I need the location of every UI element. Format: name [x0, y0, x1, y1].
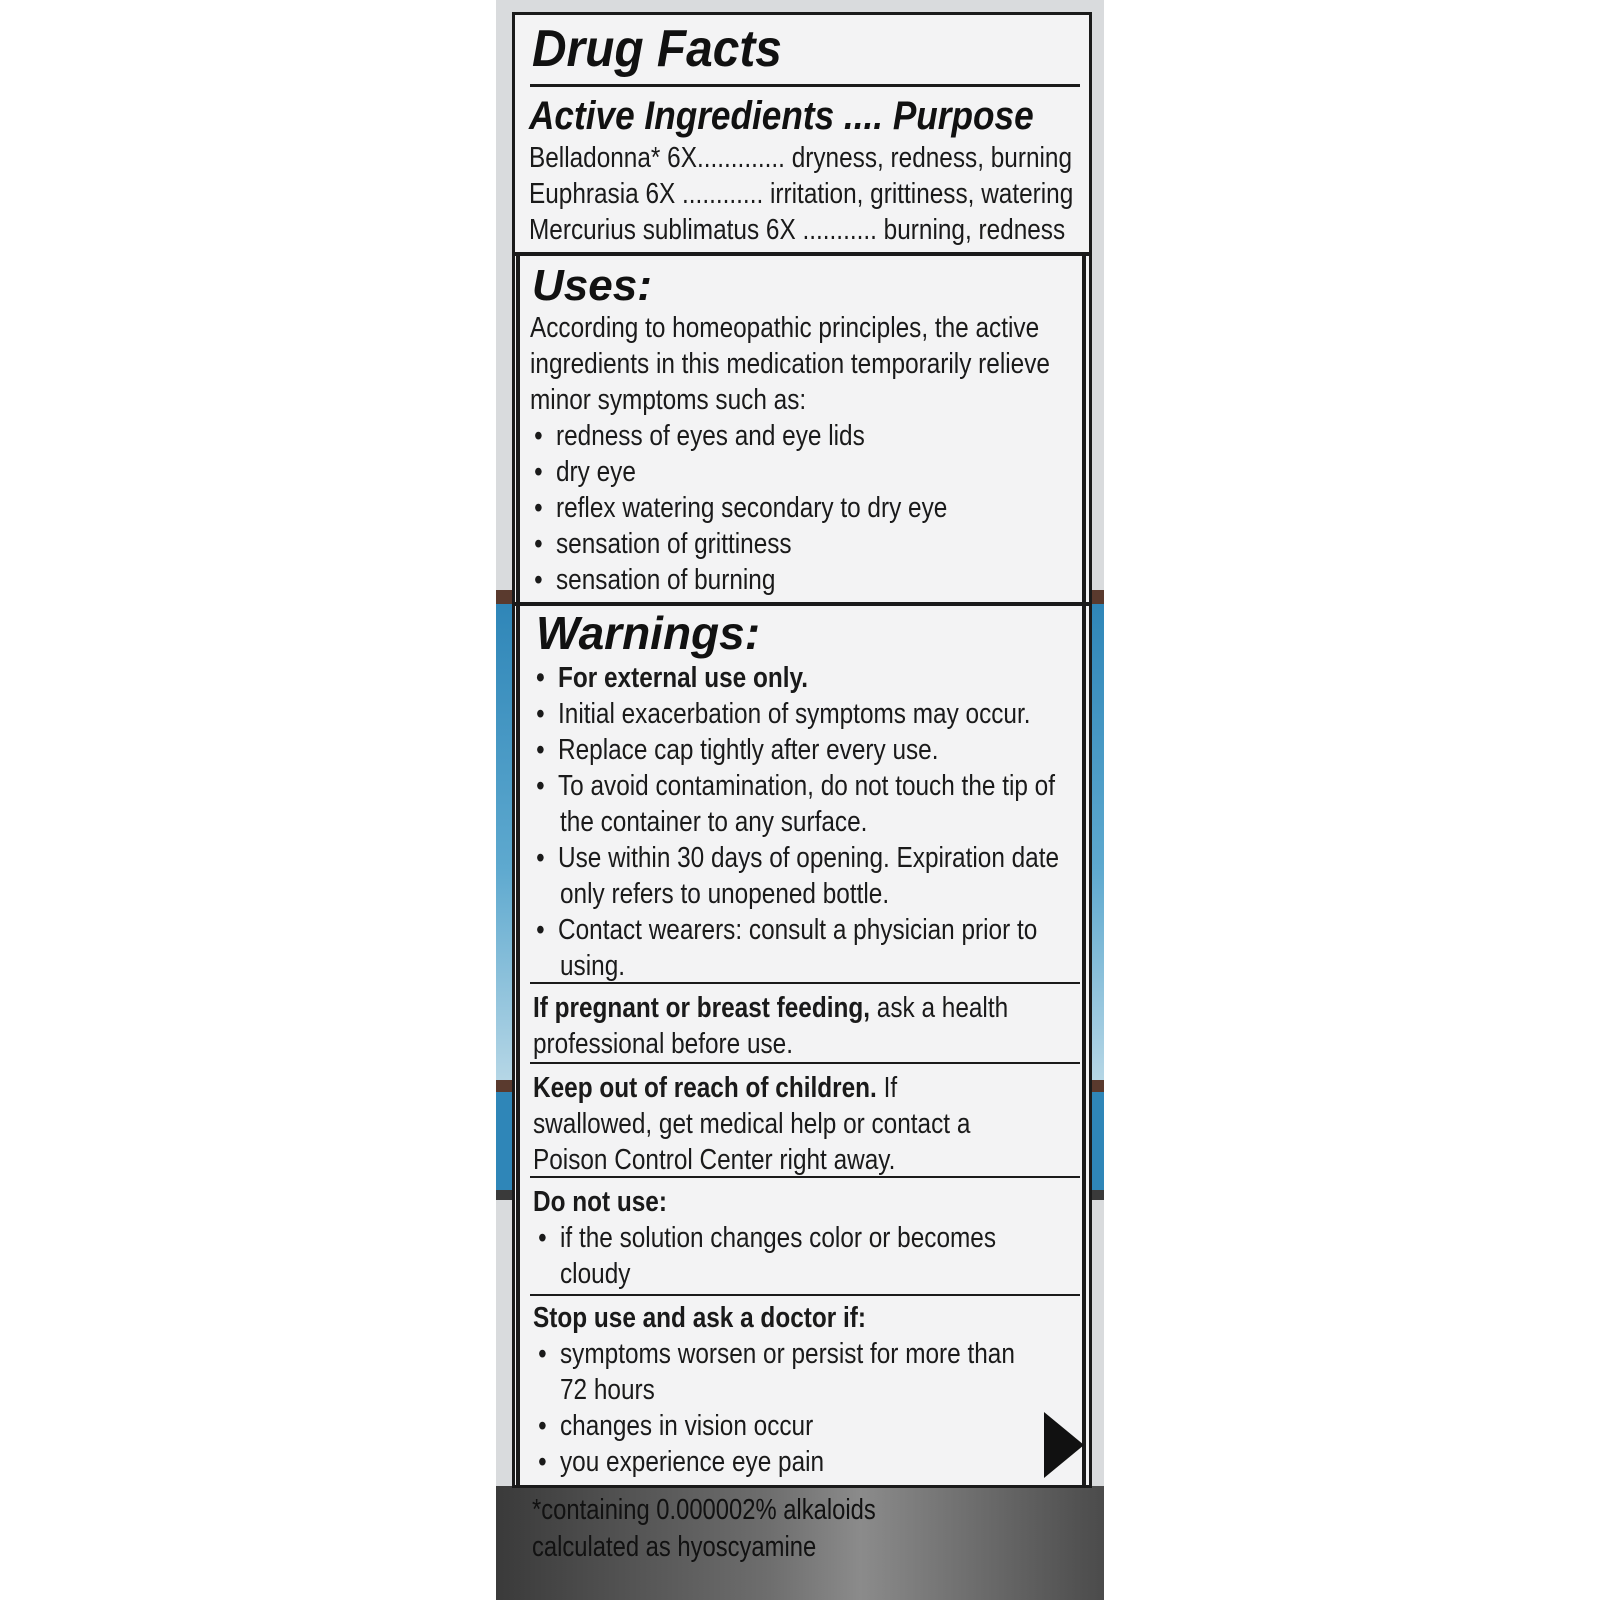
pregnant-warning-bold: If pregnant or breast feeding,: [533, 992, 871, 1024]
do-not-use-item: • if the solution changes color or becomes: [560, 1220, 996, 1256]
ingredient-row: Mercurius sublimatus 6X ........... burning, redness: [529, 214, 1066, 246]
pregnant-warning: [533, 990, 1008, 1026]
children-warning-line-2: swallowed, get medical help or contact a: [533, 1108, 971, 1140]
pregnant-warning-rest: ask a health: [870, 992, 1009, 1024]
inner-left-border: [516, 252, 520, 1488]
children-warning-rest: If: [876, 1072, 898, 1104]
footnote-line-2: calculated as hyoscyamine: [532, 1531, 817, 1563]
drug-facts-title: Drug Facts: [532, 20, 782, 78]
uses-list-item: • dry eye: [556, 454, 636, 490]
stop-use-heading: Stop use and ask a doctor if:: [533, 1302, 866, 1334]
uses-heading: Uses:: [532, 261, 652, 310]
uses-list-item: • redness of eyes and eye lids: [556, 418, 865, 454]
footnote-area: [496, 1486, 1104, 1600]
title-rule: [530, 84, 1080, 87]
warning-item: • For external use only.: [558, 660, 808, 696]
warning-item: • To avoid contamination, do not touch the tip of: [558, 768, 1055, 804]
uses-intro-line: ingredients in this medication temporarily relieve: [530, 348, 1050, 380]
stop-use-item: • you experience eye pain: [560, 1444, 824, 1480]
warning-item-continued: the container to any surface.: [560, 806, 868, 838]
stop-use-item: • symptoms worsen or persist for more than: [560, 1336, 1015, 1372]
children-rule: [530, 1062, 1080, 1064]
warning-item: • Use within 30 days of opening. Expiration date: [558, 840, 1059, 876]
warning-item: • Initial exacerbation of symptoms may occur.: [558, 696, 1031, 732]
uses-list-item: • sensation of burning: [556, 562, 775, 598]
uses-list-item: • sensation of grittiness: [556, 526, 792, 562]
uses-intro-line: minor symptoms such as:: [530, 384, 807, 416]
children-warning: [533, 1070, 897, 1106]
warning-item-continued: using.: [560, 950, 626, 982]
stop-use-item-continued: 72 hours: [560, 1374, 655, 1406]
warning-item: • Replace cap tightly after every use.: [558, 732, 938, 768]
do-not-use-item-continued: cloudy: [560, 1258, 631, 1290]
pregnant-warning-line-2: professional before use.: [533, 1028, 794, 1060]
warnings-heading: Warnings:: [536, 607, 761, 659]
uses-list-item: • reflex watering secondary to dry eye: [556, 490, 947, 526]
inner-right-border: [1082, 252, 1086, 1488]
stop-use-rule: [530, 1294, 1080, 1296]
footnote-line-1: *containing 0.000002% alkaloids: [532, 1494, 876, 1526]
children-warning-bold: Keep out of reach of children.: [533, 1072, 877, 1104]
children-warning-line-3: Poison Control Center right away.: [533, 1144, 896, 1176]
ingredients-rule: [512, 252, 1092, 256]
ingredient-row: Belladonna* 6X............. dryness, redness, burning: [529, 142, 1073, 174]
warning-item: • Contact wearers: consult a physician prior to: [558, 912, 1037, 948]
stop-use-item: • changes in vision occur: [560, 1408, 813, 1444]
warning-item-continued: only refers to unopened bottle.: [560, 878, 890, 910]
right-triangle-icon: [1044, 1412, 1084, 1478]
active-ingredients-heading: Active Ingredients .... Purpose: [529, 94, 1034, 138]
ingredient-row: Euphrasia 6X ............ irritation, grittiness, watering: [529, 178, 1074, 210]
do-not-use-heading: Do not use:: [533, 1186, 667, 1218]
uses-intro-line: According to homeopathic principles, the active: [530, 312, 1040, 344]
